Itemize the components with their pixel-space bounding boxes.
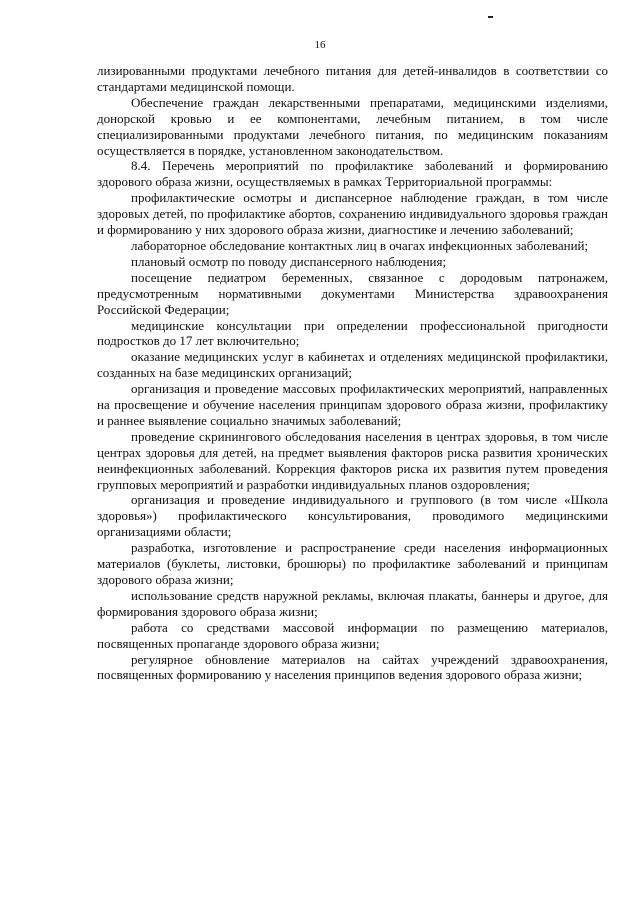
document-body <box>97 63 608 683</box>
list-item-info-materials: разработка, изготовление и распространение среди населения информационных материалов (буклеты, листовки, брошюры) по профилактике заболеваний и принципам здорового образа жизни; <box>97 540 608 587</box>
list-item-lab-examination: лабораторное обследование контактных лиц в очагах инфекционных заболеваний; <box>131 237 589 253</box>
paragraph-continuation: лизированными продуктами лечебного питания для детей-инвалидов в соответствии со стандартами медицинской помощи. <box>97 63 608 94</box>
section-8-4-heading: 8.4. Перечень мероприятий по профилактике заболеваний и формированию здорового образа жизни, осуществляемых в рамках Территориальной программы: <box>97 158 608 190</box>
list-item-consultations: медицинские консультации при определении профессиональной пригодности подростков до 17 лет включительно; <box>97 317 608 349</box>
list-item-planned-examination: плановый осмотр по поводу диспансерного наблюдения; <box>131 253 447 269</box>
list-item-mass-events: организация и проведение массовых профилактических мероприятий, направленных на просвещение и обучение населения принципам здорового образа жизни, профилактику и раннее выявление социально значимых заболеваний; <box>97 381 608 428</box>
page-number: 16 <box>314 39 326 51</box>
list-item-counseling: организация и проведение индивидуального и группового (в том числе «Школа здоровья») профилактического консультирования, проводимого медицинскими организациями области; <box>97 492 608 540</box>
list-item-pediatric-visits: посещение педиатром беременных, связанное с дородовым патронажем, предусмотренным нормативными документами Министерства здравоохранения Российской Федерации; <box>97 269 608 317</box>
list-item-media: работа со средствами массовой информации по размещению материалов, посвященных пропаганде здорового образа жизни; <box>97 619 608 651</box>
list-item-screening: проведение скринингового обследования населения в центрах здоровья, в том числе центрах здоровья для детей, на предмет выявления факторов риска развития хронических неинфекционных заболеваний. Коррекция факторов риска их развития путем проведения групповых мероприятий и разработки индивидуальных планов оздоровления; <box>97 428 608 492</box>
list-item-outdoor-ads: использование средств наружной рекламы, включая плакаты, баннеры и другое, для формирования здорового образа жизни; <box>97 587 608 619</box>
paragraph-medication-supply: Обеспечение граждан лекарственными препаратами, медицинскими изделиями, донорской кровью и ее компонентами, лечебным питанием, в том числе специализированными продуктами лечебного питания, по медицинским показаниям осуществляется в порядке, установленном законодательством. <box>97 94 608 158</box>
scan-mark <box>488 16 493 18</box>
list-item-prevention-services: оказание медицинских услуг в кабинетах и отделениях медицинской профилактики, созданных на базе медицинских организаций; <box>97 349 608 381</box>
list-item-websites: регулярное обновление материалов на сайтах учреждений здравоохранения, посвященных формированию у населения принципов ведения здорового образа жизни; <box>97 651 608 683</box>
list-item-checkups: профилактические осмотры и диспансерное наблюдение граждан, в том числе здоровых детей, по профилактике абортов, сохранению индивидуального здоровья граждан и формированию у них здорового образа жизни, диагностике и лечению заболеваний; <box>97 190 608 238</box>
